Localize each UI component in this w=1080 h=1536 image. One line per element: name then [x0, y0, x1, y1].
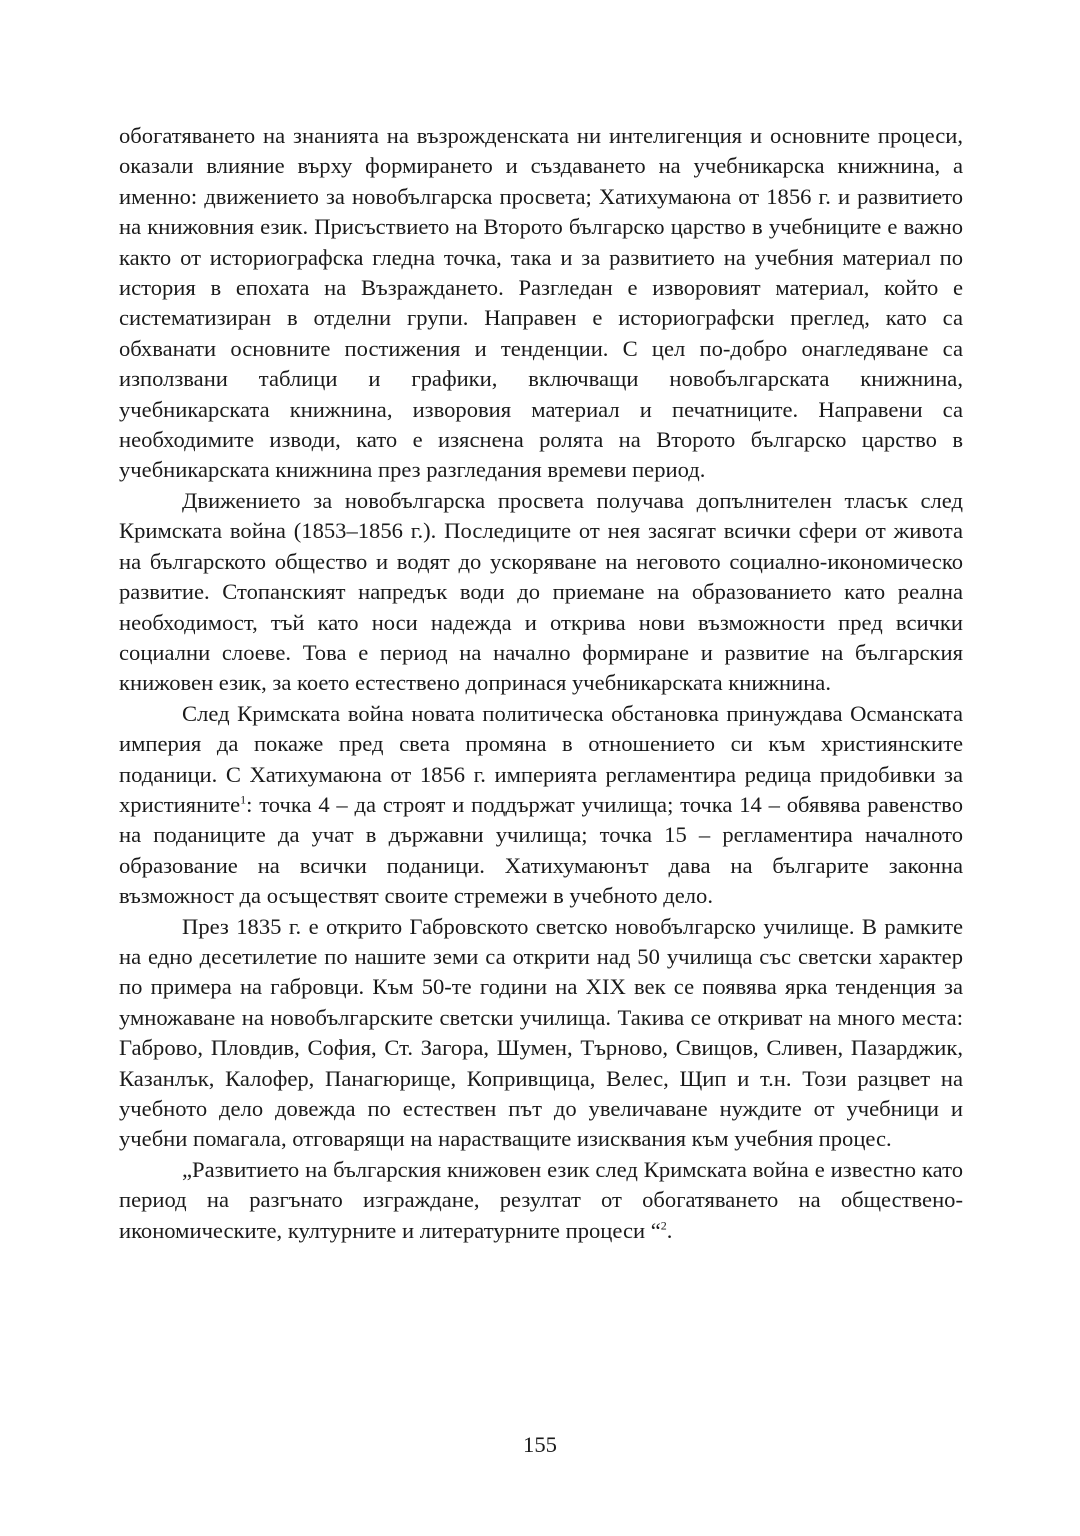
paragraph-5	[119, 1155, 963, 1246]
paragraph-1: обогатяването на знанията на възрожденската ни интелигенция и основните процеси, оказали влияние върху формирането и създаването на учебникарска книжнина, а именно: движението за новобългарска просвета; Хатихумаюна от 1856 г. и развитието на книжовния език. Присъствието на Второто българско царство в учебниците е важно както от историографска гледна точка, така и за развитието на учебния материал по история в епохата на Възраждането. Разгледан е изворовият материал, който е систематизиран в отделни групи. Направен е историографски преглед, като са обхванати основните постижения и тенденции. С цел по-добро онагледяване са използвани таблици и графики, включващи новобългарската книжнина, учебникарската книжнина, изворовия материал и печатниците. Направени са необходимите изводи, като е изяснена ролята на Второто българско царство в учебникарската книжнина през разгледания времеви период.	[119, 123, 963, 483]
paragraph-5-text-before: „Развитието на българския книжовен език след Кримската война е известно като период на разгънато изграждане, резултат от обогатяването на обществено-икономическите, културните и литературните процеси “	[119, 1156, 963, 1243]
footnote-ref-1: 1	[240, 792, 247, 807]
paragraph-5-text-after: .	[666, 1217, 673, 1243]
paragraph-2: Движението за новобългарска просвета получава допълнителен тласък след Кримската война (1853–1856 г.). Последиците от нея засягат всички сфери от живота на българското общество и водят до ускоряване на неговото социално-икономическо развитие. Стопанският напредък води до приемане на образованието като реална необходимост, тъй като носи надежда и открива нови възможности пред всички социални слоеве. Това е период на начално формиране и развитие на българския книжовен език, за което естествено допринася учебникарската книжнина.	[119, 487, 963, 696]
footnote-ref-2: 2	[660, 1218, 667, 1233]
paragraph-3-text-after: : точка 4 – да строят и поддържат училища; точка 14 – обявява равенство на поданиците да учат в държавни училища; точка 15 – регламентира началното образование на всички поданици. Хатихумаюнът дава на българите законна възможност да осъществят своите стремежи в учебното дело.	[119, 791, 963, 909]
paragraph-4: През 1835 г. е открито Габровското светско новобългарско училище. В рамките на едно десетилетие по нашите земи са открити над 50 училища със светски характер по примера на габровци. Към 50-те години на XIX век се появява ярка тенденция за умножаване на новобългарските светски училища. Такива се откриват на много места: Габрово, Пловдив, София, Ст. Загора, Шумен, Търново, Свищов, Сливен, Пазарджик, Казанлък, Калофер, Панагюрище, Копривщица, Велес, Щип и т.н. Този разцвет на учебното дело довежда по естествен път до увеличаване нуждите от учебници и учебни помагала, отговарящи на нарастващите изисквания към учебния процес.	[119, 913, 963, 1152]
page-number: 155	[523, 1432, 557, 1457]
paragraph-3	[119, 699, 963, 912]
paragraph-3-text-before: След Кримската война новата политическа обстановка принуждава Османската империя да покаже пред света промяна в отношението си към християнските поданици. С Хатихумаюна от 1856 г. империята регламентира редица придобивки за християните	[119, 700, 963, 817]
body-text	[119, 121, 963, 1246]
